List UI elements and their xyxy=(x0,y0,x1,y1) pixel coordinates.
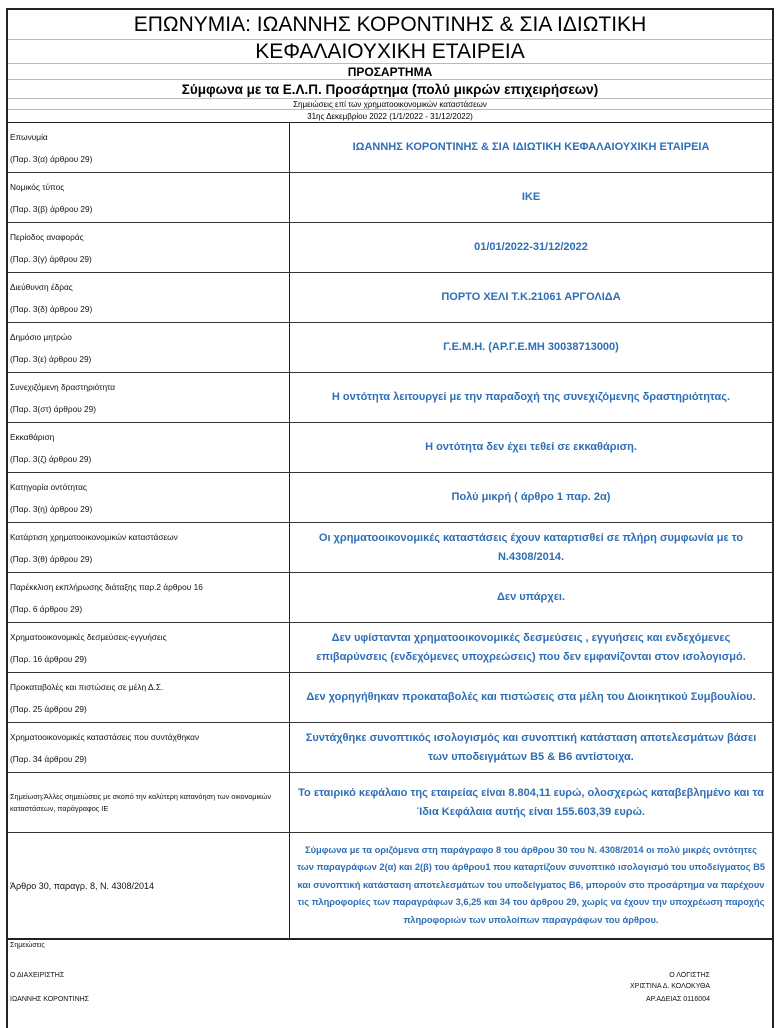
row-paragraph-ref: (Παρ. 3(ε) άρθρου 29) xyxy=(10,354,92,364)
table-row xyxy=(8,723,772,773)
accountant-license: ΑΡ.ΑΔΕΙΑΣ 0116004 xyxy=(645,996,710,1003)
row-paragraph-ref: (Παρ. 25 άρθρου 29) xyxy=(10,704,87,714)
article-row-label: Άρθρο 30, παραγρ. 8, Ν. 4308/2014 xyxy=(8,833,290,938)
row-value: Η οντότητα δεν έχει τεθεί σε εκκαθάριση. xyxy=(425,441,637,453)
note-row xyxy=(8,773,772,833)
row-label-cell xyxy=(8,223,290,272)
table-row xyxy=(8,523,772,573)
row-value: Η οντότητα λειτουργεί με την παραδοχή της συνεχιζόμενης δραστηριότητας. xyxy=(331,391,731,403)
row-label: Εκκαθάριση xyxy=(10,432,55,442)
section-title: ΠΡΟΣΑΡΤΗΜΑ xyxy=(8,64,772,80)
row-label-cell xyxy=(8,673,290,722)
row-label-cell xyxy=(8,273,290,322)
row-label-cell xyxy=(8,723,290,772)
note-row-value: Το εταιρικό κεφάλαιο της εταιρείας είναι 8.804,11 ευρώ, ολοσχερώς καταβεβλημένο και τα Ίδια Κεφάλαια αυτής είναι 155.603,39 ευρώ. xyxy=(298,786,764,818)
row-label: Χρηματοοικονομικές δεσμεύσεις-εγγυήσεις xyxy=(10,632,167,642)
row-label: Επωνυμία xyxy=(10,132,48,142)
row-label-cell xyxy=(8,573,290,622)
row-value: Γ.Ε.Μ.Η. (ΑΡ.Γ.Ε.ΜΗ 30038713000) xyxy=(443,341,619,353)
row-label: Παρέκκλιση εκπλήρωσης διάταξης παρ.2 άρθρου 16 xyxy=(10,582,203,592)
annex-document xyxy=(6,8,774,1028)
table-row xyxy=(8,473,772,523)
row-value: 01/01/2022-31/12/2022 xyxy=(474,241,588,253)
table-row xyxy=(8,223,772,273)
row-label-cell xyxy=(8,323,290,372)
row-value: Δεν υφίστανται χρηματοοικονομικές δεσμεύσεις , εγγυήσεις και ενδεχόμενες επιβαρύνσεις (ενδεχόμενες υποχρεώσεις) που δεν εμφανίζονται στον ισολογισμό. xyxy=(316,631,746,663)
notes-caption: Σημειώσεις επί των χρηματοοικονομικών καταστάσεων xyxy=(8,99,772,110)
row-label-cell xyxy=(8,423,290,472)
row-label-cell xyxy=(8,473,290,522)
note-row-label: Σημείωση:Άλλες σημειώσεις με σκοπό την καλύτερη κατανόηση των οικονομικών καταστάσεων, παράγραφος ΙΕ xyxy=(8,773,290,832)
table-row xyxy=(8,323,772,373)
article-row-value: Σύμφωνα με τα οριζόμενα στη παράγραφο 8 του άρθρου 30 του Ν. 4308/2014 οι πολύ μικρές οντότητες των παραγράφων 2(α) και 2(β) του άρθρου1 που καταρτίζουν συνοπτικό ισολογισμό του υποδείγματος Β5 και συνοπτική κατάσταση αποτελεσμάτων του υποδείγματος Β6, μπορούν στο προσάρτημα να παρέχουν τις πληροφορίες των παραγράφων 3,6,25 και 34 του άρθρου 29, χωρίς να έχουν την υποχρέωση παροχής πληροφοριών των υπολοίπων παραγράφων του άρθρου. xyxy=(296,844,766,925)
row-paragraph-ref: (Παρ. 3(θ) άρθρου 29) xyxy=(10,554,93,564)
row-label: Νομικός τύπος xyxy=(10,182,65,192)
row-value: ΠΟΡΤΟ ΧΕΛΙ Τ.Κ.21061 ΑΡΓΟΛΙΔΑ xyxy=(441,291,621,303)
table-row xyxy=(8,273,772,323)
signatures-footer xyxy=(8,940,772,1022)
row-label: Περίοδος αναφοράς xyxy=(10,232,84,242)
row-label: Κατηγορία οντότητας xyxy=(10,482,87,492)
row-label-cell xyxy=(8,373,290,422)
table-row xyxy=(8,373,772,423)
row-paragraph-ref: (Παρ. 3(β) άρθρου 29) xyxy=(10,204,93,214)
footer-notes: Σημειώσεις xyxy=(10,942,45,949)
row-paragraph-ref: (Παρ. 3(δ) άρθρου 29) xyxy=(10,304,93,314)
row-paragraph-ref: (Παρ. 6 άρθρου 29) xyxy=(10,604,83,614)
row-value: Οι χρηματοοικονομικές καταστάσεις έχουν καταρτισθεί σε πλήρη συμφωνία με το Ν.4308/2014. xyxy=(318,531,744,563)
article-row xyxy=(8,833,772,940)
company-title-line2: ΚΕΦΑΛΑΙΟΥΧΙΚΗ ΕΤΑΙΡΕΙΑ xyxy=(8,40,772,64)
company-title-line1: ΕΠΩΝΥΜΙΑ: ΙΩΑΝΝΗΣ ΚΟΡΟΝΤΙΝΗΣ & ΣΙΑ ΙΔΙΩΤΙΚΗ xyxy=(8,10,772,40)
table-row xyxy=(8,173,772,223)
row-paragraph-ref: (Παρ. 16 άρθρου 29) xyxy=(10,654,87,664)
manager-title: Ο ΔΙΑΧΕΙΡΙΣΤΗΣ xyxy=(10,972,65,979)
period: 31ης Δεκεμβρίου 2022 (1/1/2022 - 31/12/2022) xyxy=(8,110,772,123)
table-row xyxy=(8,423,772,473)
row-value: ΙΩΑΝΝΗΣ ΚΟΡΟΝΤΙΝΗΣ & ΣΙΑ ΙΔΙΩΤΙΚΗ ΚΕΦΑΛΑΙΟΥΧΙΚΗ ΕΤΑΙΡΕΙΑ xyxy=(352,141,710,153)
row-label-cell xyxy=(8,623,290,672)
row-label: Προκαταβολές και πιστώσεις σε μέλη Δ.Σ. xyxy=(10,682,164,692)
row-paragraph-ref: (Παρ. 3(η) άρθρου 29) xyxy=(10,504,93,514)
row-value: Δεν χορηγήθηκαν προκαταβολές και πιστώσεις στα μέλη του Διοικητικού Συμβουλίου. xyxy=(306,691,756,703)
row-paragraph-ref: (Παρ. 3(γ) άρθρου 29) xyxy=(10,254,92,264)
table-row xyxy=(8,623,772,673)
row-value: Δεν υπάρχει. xyxy=(496,591,566,603)
table-row xyxy=(8,123,772,173)
row-value: Πολύ μικρή ( άρθρο 1 παρ. 2α) xyxy=(451,491,611,503)
row-label-cell xyxy=(8,523,290,572)
row-label-cell xyxy=(8,123,290,172)
row-paragraph-ref: (Παρ. 3(ζ) άρθρου 29) xyxy=(10,454,92,464)
table-row xyxy=(8,573,772,623)
row-label: Κατάρτιση χρηματοοικονομικών καταστάσεων xyxy=(10,532,178,542)
table-row xyxy=(8,673,772,723)
row-label: Συνεχιζόμενη δραστηριότητα xyxy=(10,382,116,392)
row-label: Δημόσιο μητρώο xyxy=(10,332,72,342)
row-label-cell xyxy=(8,173,290,222)
notes-table xyxy=(8,123,772,773)
row-value: Συντάχθηκε συνοπτικός ισολογισμός και συνοπτική κατάσταση αποτελεσμάτων βάσει των υποδειγμάτων Β5 & Β6 αντίστοιχα. xyxy=(305,731,757,763)
accountant-name: ΧΡΙΣΤΙΝΑ Δ. ΚΟΛΟΚΥΘΑ xyxy=(630,983,710,990)
row-label: Διεύθυνση έδρας xyxy=(10,282,73,292)
row-paragraph-ref: (Παρ. 3(α) άρθρου 29) xyxy=(10,154,93,164)
subtitle: Σύμφωνα με τα Ε.Λ.Π. Προσάρτημα (πολύ μικρών επιχειρήσεων) xyxy=(8,80,772,99)
row-label: Χρηματοοικονομικές καταστάσεις που συντάχθηκαν xyxy=(10,732,200,742)
row-paragraph-ref: (Παρ. 34 άρθρου 29) xyxy=(10,754,87,764)
row-value: ΙΚΕ xyxy=(521,191,541,203)
row-paragraph-ref: (Παρ. 3(στ) άρθρου 29) xyxy=(10,404,97,414)
manager-name: ΙΩΑΝΝΗΣ ΚΟΡΟΝΤΙΝΗΣ xyxy=(10,996,90,1003)
accountant-title: Ο ΛΟΓΙΣΤΗΣ xyxy=(669,972,710,979)
